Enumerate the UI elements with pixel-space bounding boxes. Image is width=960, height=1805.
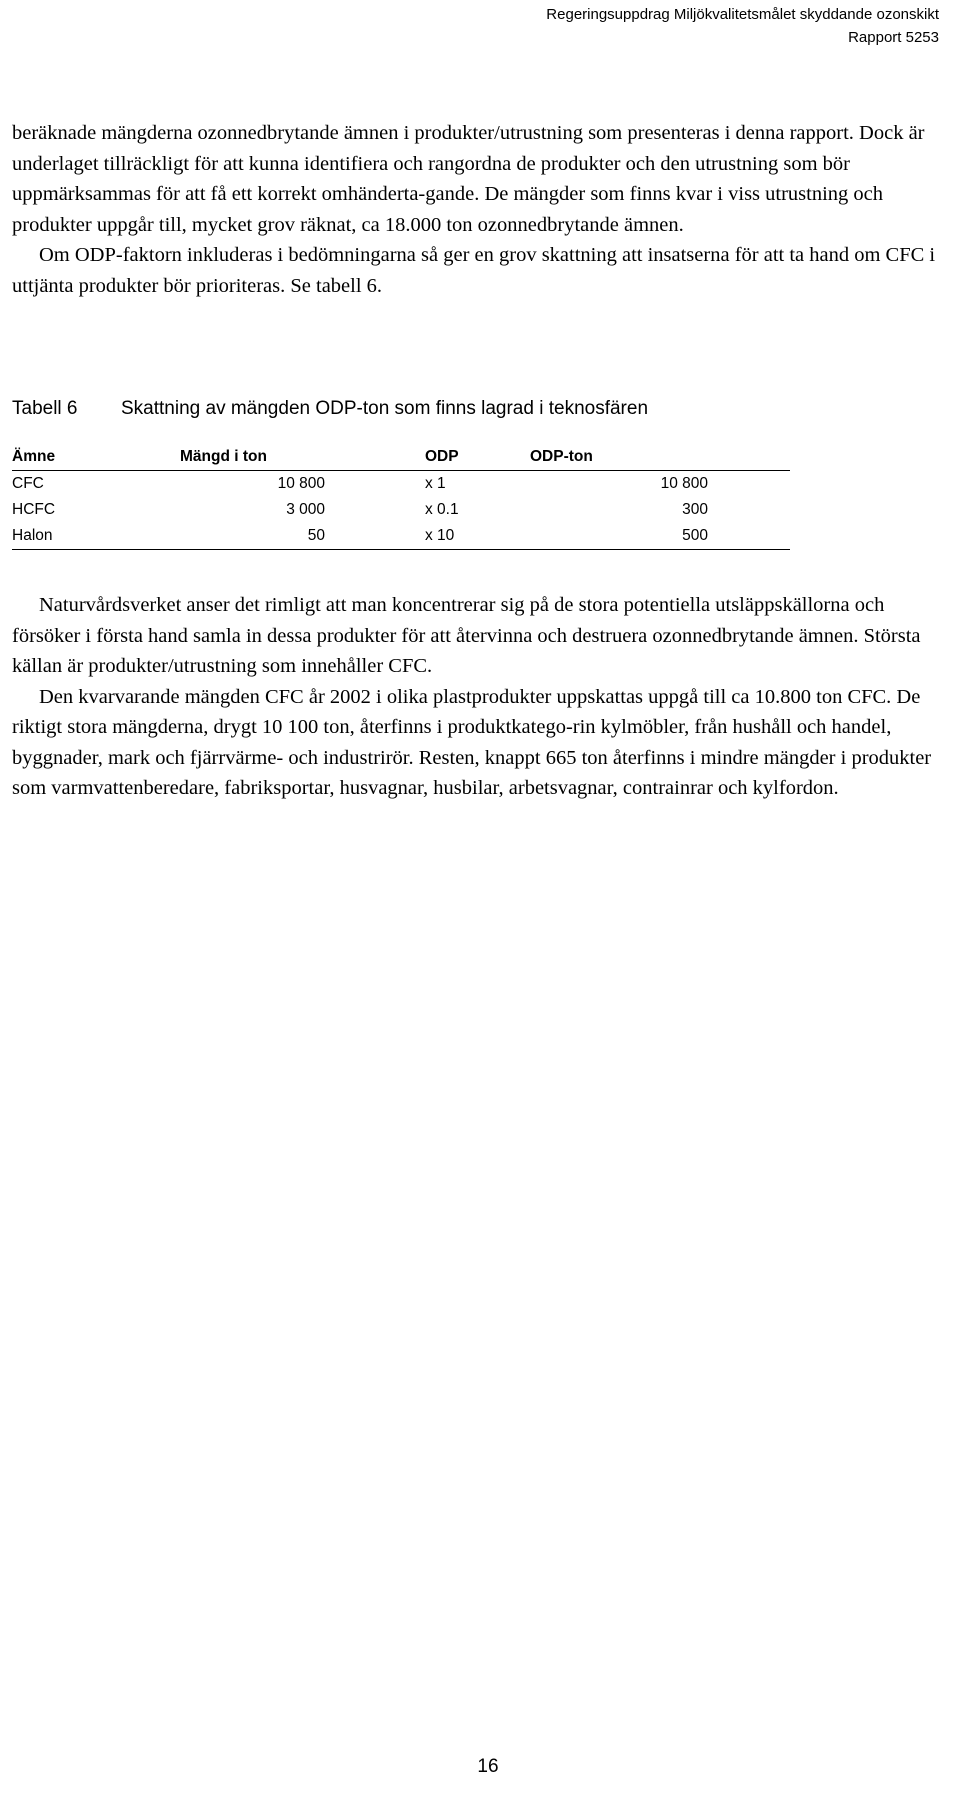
intro-paragraph-1: beräknade mängderna ozonnedbrytande ämnen i produkter/utrustning som presenteras i denna rapport. Dock är underlaget tillräckligt för att kunna identifiera och rangordna de produkter och den utrustning som bör uppmärksammas för att få ett korrekt omhänderta-gande. De mängder som finns kvar i viss utrustning och produkter uppgår till, mycket grov räknat, ca 18.000 ton ozonnedbrytande ämnen. [12,122,925,236]
table-row [12,471,790,498]
cell-odp-ton: 500 [682,527,708,544]
table-caption [12,397,648,421]
cell-odp: x 10 [425,527,455,544]
cell-odp: x 1 [425,475,446,492]
header-report-number: Rapport 5253 [848,29,939,46]
cell-substance: HCFC [12,501,56,518]
cell-substance: CFC [12,475,44,492]
column-header-amount: Mängd i ton [180,448,267,465]
cell-odp-ton: 300 [682,501,708,518]
cell-odp: x 0.1 [425,501,459,518]
cell-amount: 3 000 [286,501,325,518]
intro-paragraph-2: Om ODP-faktorn inkluderas i bedömningarna så ger en grov skattning att insatserna för att ta hand om CFC i uttjänta produkter bör prioriteras. Se tabell 6. [12,244,936,297]
table-label: Tabell 6 [12,398,78,419]
table-title: Skattning av mängden ODP-ton som finns lagrad i teknosfären [121,398,649,419]
cell-amount: 10 800 [277,475,325,492]
intro-section [12,118,944,301]
conclusion-paragraph-1: Naturvårdsverket anser det rimligt att man koncentrerar sig på de stora potentiella utsläppskällorna och försöker i första hand samla in dessa produkter för att återvinna och destruera ozonnedbrytande ämnen. Största källan är produkter/utrustning som innehåller CFC. [12,594,921,677]
header-report-title: Regeringsuppdrag Miljökvalitetsmålet skyddande ozonskikt [546,6,939,23]
column-header-odp: ODP [425,448,459,465]
cell-spacer [708,523,790,550]
cell-substance: Halon [12,527,53,544]
table-row [12,523,790,550]
running-header [546,3,939,49]
cell-amount: 50 [307,527,325,544]
odp-table [12,444,790,550]
page-number: 16 [477,1756,499,1777]
cell-spacer [708,471,790,498]
table-row [12,497,790,523]
conclusion-paragraph-2: Den kvarvarande mängden CFC år 2002 i olika plastprodukter uppskattas uppgå till ca 10.800 ton CFC. De riktigt stora mängderna, drygt 10 100 ton, återfinns i produktkatego-rin kylmöbler, från hushåll och handel, byggnader, mark och fjärrvärme- och industrirör. Resten, knappt 665 ton återfinns i mindre mängder i produkter som varmvattenberedare, fabriksportar, husvagnar, husbilar, arbetsvagnar, contrainrar och kylfordon. [12,685,932,799]
cell-spacer [708,497,790,523]
table-header-row [12,444,790,471]
conclusion-section [12,590,944,804]
column-spacer [708,444,790,471]
cell-odp-ton: 10 800 [660,475,708,492]
column-header-substance: Ämne [12,448,56,465]
column-header-odp-ton: ODP-ton [530,448,593,465]
